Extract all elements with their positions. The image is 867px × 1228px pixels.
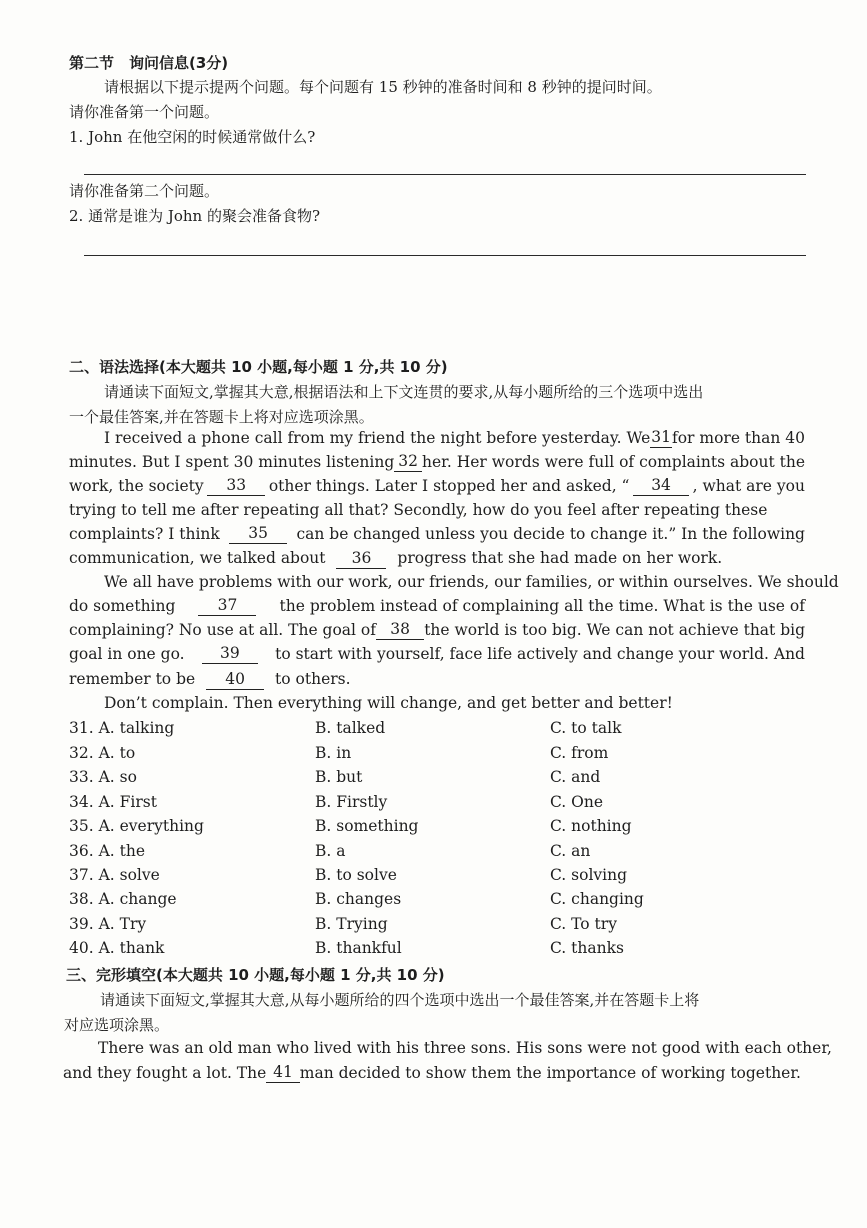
prep-prompt-2: 请你准备第二个问题。 [69,182,220,200]
cloze-heading: 三、完形填空(本大题共 10 小题,每小题 1 分,共 10 分) [66,966,445,984]
option-a: 40. A. thank [69,939,165,957]
option-b: B. but [315,768,363,786]
option-a: 37. A. solve [69,866,160,884]
option-a: 33. A. so [69,768,137,786]
grammar-instruction-1: 请通读下面短文,掌握其大意,根据语法和上下文连贯的要求,从每小题所给的三个选项中选出 [104,383,704,401]
passage-line: trying to tell me after repeating all that? Secondly, how do you feel after repeating these [69,501,768,519]
option-a: 36. A. the [69,842,146,860]
passage-line: and they fought a lot. The 41 man decided to show them the importance of working together. [63,1063,801,1082]
blank-31: 31 [651,428,671,446]
option-c: C. thanks [550,939,624,957]
option-c: C. To try [550,915,617,933]
blank-39: 39 [202,645,258,664]
passage-line: goal in one go. 39 to start with yourself, face life actively and change your world. And [69,644,805,663]
option-b: B. something [315,817,419,835]
question-1: 1. John 在他空闲的时候通常做什么? [69,128,316,146]
option-c: C. One [550,793,604,811]
option-c: C. changing [550,890,644,908]
passage-line: do something 37 the problem instead of complaining all the time. What is the use of [69,596,805,615]
passage-line: minutes. But I spent 30 minutes listening 32 her. Her words were full of complaints about the [69,452,805,471]
section-heading: 第二节 询问信息(3分) [69,54,229,72]
blank-38: 38 [376,621,424,640]
cloze-instruction-2: 对应选项涂黑。 [64,1016,170,1034]
blank-33: 33 [207,477,265,496]
passage-line: There was an old man who lived with his three sons. His sons were not good with each other, [98,1039,832,1057]
blank-35: 35 [229,525,287,544]
blank-41: 41 [266,1064,299,1083]
option-a: 31. A. talking [69,719,175,737]
passage-line: work, the society 33 other things. Later I stopped her and asked, “ 34 , what are you [69,476,805,495]
passage-line: Don’t complain. Then everything will change, and get better and better! [104,694,673,712]
blank-34: 34 [633,477,689,496]
option-a: 32. A. to [69,744,136,762]
option-b: B. changes [315,890,402,908]
option-a: 38. A. change [69,890,177,908]
option-b: B. talked [315,719,386,737]
passage-line: complaining? No use at all. The goal of 38 the world is too big. We can not achieve that big [69,620,805,639]
option-c: C. nothing [550,817,632,835]
answer-line-2 [84,255,806,256]
passage-line: communication, we talked about 36 progress that she had made on her work. [69,549,723,567]
cloze-instruction-1: 请通读下面短文,掌握其大意,从每小题所给的四个选项中选出一个最佳答案,并在答题卡上将 [100,991,700,1009]
passage-line: We all have problems with our work, our friends, our families, or within ourselves. We should [104,573,839,591]
passage-line: I received a phone call from my friend the night before yesterday. We 31 for more than 40 [104,428,805,447]
option-b: B. thankful [315,939,402,957]
blank-32: 32 [394,453,422,472]
answer-line-1 [84,174,806,175]
prep-prompt-1: 请你准备第一个问题。 [69,103,220,121]
blank-37: 37 [198,597,256,616]
option-c: C. an [550,842,591,860]
question-2: 2. 通常是谁为 John 的聚会准备食物? [69,207,321,225]
passage-line: remember to be 40 to others. [69,670,351,688]
blank-36: 36 [336,550,386,569]
option-b: B. to solve [315,866,397,884]
grammar-heading: 二、语法选择(本大题共 10 小题,每小题 1 分,共 10 分) [69,358,448,376]
option-c: C. and [550,768,601,786]
option-b: B. in [315,744,352,762]
section-instruction: 请根据以下提示提两个问题。每个问题有 15 秒钟的准备时间和 8 秒钟的提问时间。 [104,78,662,96]
option-b: B. Trying [315,915,388,933]
option-a: 39. A. Try [69,915,147,933]
option-a: 35. A. everything [69,817,204,835]
grammar-instruction-2: 一个最佳答案,并在答题卡上将对应选项涂黑。 [69,408,374,426]
option-b: B. Firstly [315,793,388,811]
option-c: C. solving [550,866,628,884]
passage-line: complaints? I think 35 can be changed unless you decide to change it.” In the following [69,524,805,543]
option-c: C. from [550,744,609,762]
option-c: C. to talk [550,719,622,737]
option-a: 34. A. First [69,793,157,811]
blank-40: 40 [206,671,264,690]
option-b: B. a [315,842,346,860]
